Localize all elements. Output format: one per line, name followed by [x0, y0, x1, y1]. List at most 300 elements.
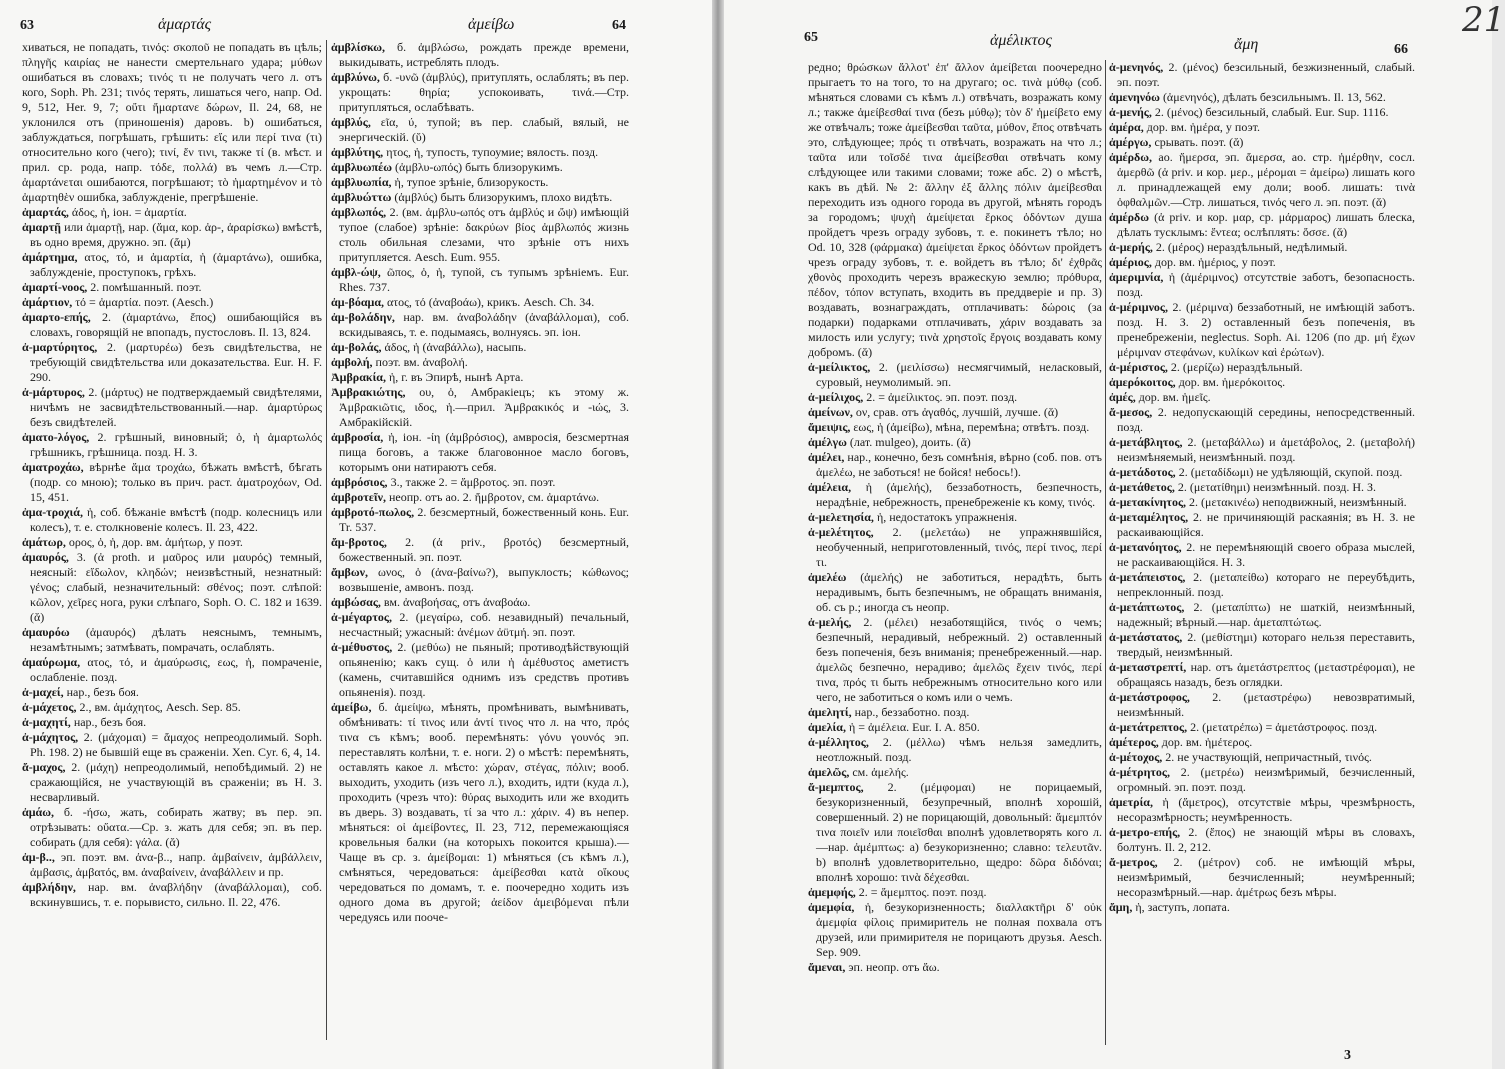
entry-headword: ἀ-μερής,: [1109, 240, 1153, 254]
entry-headword: ἀμέλεια,: [808, 480, 852, 494]
entry-definition: 2. (μετακινέω) неподвижный, неизмѣнный.: [1189, 495, 1407, 509]
dictionary-entry: [808, 435, 1102, 450]
dictionary-entry: [22, 655, 322, 685]
entry-headword: ἀ-μάχετος,: [22, 700, 77, 714]
entry-headword: ἀμαυρός,: [22, 550, 69, 564]
entry-definition: 2. (μεθύω) не пьяный; противодѣйствующій опьяненію; какъ сущ. ὁ или ἡ ἀμέθυστος аметистъ (камень, считавшійся однимъ изъ средствъ противъ опьяненія). позд.: [339, 640, 630, 699]
entry-definition: εως, ἡ (ἀμείβω), мѣна, перемѣна; отвѣтъ. позд.: [853, 420, 1090, 434]
entry-headword: ἁματο-λόγος,: [22, 430, 90, 444]
entry-definition: άδος, ἡ (ἀναβάλλω), насыпь.: [384, 340, 527, 354]
dictionary-entry: [331, 535, 629, 565]
dictionary-entry: [22, 460, 322, 505]
entry-definition: 2. помѣшанный. поэт.: [90, 280, 202, 294]
entry-definition: вѣрнѣе ἅμα τροχάω, бѣжать вмѣстѣ, бѣгать (подр. со мною); только въ прич. раст. ἀματροχόων, Od. 15, 451.: [30, 460, 323, 504]
entry-headword: ἀ-μέτρητος,: [1109, 765, 1170, 779]
dictionary-entry: [1109, 375, 1415, 390]
entry-headword: ἀ-μετανόητος,: [1109, 540, 1182, 554]
entry-definition: 2. (μάχη) непреодолимый, непобѣдимый. 2) не сражающійся, не участвующій въ сраженіи; въ Н. З. несварливый.: [30, 760, 322, 804]
entry-definition: 2. = ἀμείλικτος. эп. поэт. позд.: [866, 390, 1018, 404]
entry-headword: ἁμαρτῇ: [22, 220, 61, 234]
entry-definition: ἡ, безукоризненность; διαλλακτῆρι δ' οὐκ ἀμεμφία φίλοις примиритель не полная похвала отъ друзей, или примирителя не порицаютъ друзья. Aesch. Sep. 909.: [816, 900, 1103, 959]
entry-headword: ἀμβώσας,: [331, 595, 381, 609]
dictionary-entry: [331, 145, 629, 160]
dictionary-entry: [331, 595, 629, 610]
dictionary-entry: [1109, 390, 1415, 405]
entry-headword: ἀμβολή,: [331, 355, 373, 369]
book-gutter: [712, 0, 724, 1069]
entry-headword: ἀμβλίσκω,: [331, 40, 386, 54]
dictionary-entry: [808, 615, 1102, 705]
dictionary-column: [1109, 60, 1415, 915]
dictionary-entry: [1109, 750, 1415, 765]
dictionary-entry: [331, 295, 629, 310]
entry-headword: ἀμελῶς,: [808, 765, 850, 779]
entry-headword: ἀ-μετάστροφος,: [1109, 690, 1190, 704]
entry-headword: ἀ-μετρο-επής,: [1109, 825, 1181, 839]
entry-headword: ἀ-μετάθετος,: [1109, 480, 1175, 494]
page-number: 63: [20, 18, 34, 33]
entry-definition: 2. (μεταδίδωμι) не удѣляющій, скупой. позд.: [1178, 465, 1403, 479]
entry-definition: (ἀμβλυ-ωπός) быть близорукимъ.: [395, 160, 563, 174]
entry-definition: ητος, ἡ, тупость, тупоумие; вялость. позд.: [386, 145, 599, 159]
entry-definition: нар., беззаботно. позд.: [854, 705, 970, 719]
dictionary-entry: [1109, 825, 1415, 855]
entry-definition: (ἀμαυρός) дѣлать неяснымъ, темнымъ, незамѣтнымъ; затмѣвать, помрачать, ослаблять.: [30, 625, 322, 654]
dictionary-entry: [22, 700, 322, 715]
entry-headword: ἀμβλύτης,: [331, 145, 384, 159]
dictionary-entry: [1109, 465, 1415, 480]
entry-definition: 2. недопускающій середины, непосредственный. позд.: [1117, 405, 1416, 434]
dictionary-column: [22, 40, 322, 910]
dictionary-entry: [1109, 495, 1415, 510]
handwritten-number: 21: [1462, 0, 1505, 40]
entry-headword: ἀμέλει,: [808, 450, 845, 464]
dictionary-entry: [808, 510, 1102, 525]
entry-headword: ἄμειψις,: [808, 420, 851, 434]
entry-headword: ἀμαυρόω: [22, 625, 70, 639]
entry-definition: ἡ, соб. бѣжаніе вмѣстѣ (подр. колесницъ или колесъ), т. е. столкновеніе колесъ. Il. 23, 422.: [30, 505, 322, 534]
guide-word: ἄμη: [1234, 36, 1259, 53]
entry-headword: Ἀμβρακία,: [331, 370, 386, 384]
entry-headword: ἀμβλυώττω: [331, 190, 392, 204]
dictionary-entry: [808, 405, 1102, 420]
entry-headword: ἀ-μάρτυρος,: [22, 385, 85, 399]
entry-definition: ἡ (ἄμετρος), отсутствіе мѣры, чрезмѣрность, несоразмѣрность; неумѣренность.: [1117, 795, 1416, 824]
entry-definition: 2. (μάρτυς) не подтверждаемый свидѣтелями, ничѣмъ не засвидѣтельствованный.—нар. ἀμαρτύρως безъ свидѣтелей.: [30, 385, 322, 429]
dictionary-entry: [1109, 405, 1415, 435]
entry-headword: ἀμ-β..,: [22, 850, 55, 864]
dictionary-entry: [1109, 60, 1415, 90]
dictionary-entry: [331, 70, 629, 115]
dictionary-entry: [808, 450, 1102, 480]
dictionary-entry: [331, 175, 629, 190]
entry-definition: (ἀ priv. и кор. μαρ, ср. μάρμαρος) лишать блеска, дѣлать тусклымъ: ἔντεα; ослѣплять: ὄσσε. (ᾰ): [1117, 210, 1416, 239]
dictionary-entry: [22, 220, 322, 250]
entry-definition: дор. вм. ἡμέριος, у поэт.: [1154, 255, 1276, 269]
dictionary-entry: [22, 715, 322, 730]
dictionary-entry: [331, 505, 629, 535]
page-number: 66: [1394, 42, 1408, 57]
entry-definition: б. -υνῶ (ἀμβλύς), притуплять, ослаблять; въ пер. укрощать: θηρία; успокоивать, τινά.—Стр. притупляться, ослабѣвать.: [339, 70, 629, 114]
entry-definition: эп. поэт. вм. ἀνα-β.., напр. ἀμβαίνειν, ἀμβάλλειν, ἀμβασις, ἀμβατός, вм. ἀναβαίνειν, ἀναβάλλειν и пр.: [30, 850, 322, 879]
dictionary-entry: [1109, 255, 1415, 270]
dictionary-entry: [808, 900, 1102, 960]
entry-definition: ἡ, заступъ, лопата.: [1135, 900, 1230, 914]
entry-definition: ἡ, г. въ Эпирѣ, нынѣ Арта.: [389, 370, 524, 384]
dictionary-entry: [808, 885, 1102, 900]
dictionary-entry: [22, 385, 322, 430]
entry-definition: 2. (ἁμαρτάνω, ἔπος) ошибающійся въ словахъ, говорящій не впопадъ, пустословъ. Il. 13, 824.: [30, 310, 323, 339]
dictionary-entry: [1109, 540, 1415, 570]
dictionary-entry: [22, 310, 322, 340]
dictionary-entry: [22, 880, 322, 910]
entry-definition: τό = ἁμαρτία. поэт. (Aesch.): [75, 295, 214, 309]
dictionary-entry: [331, 340, 629, 355]
entry-definition: 2. (μέριμνα) беззаботный, не имѣющій заботъ. позд. Н. З. 2) оставленный безъ попеченія, въ пренебреженіи, neglectus. Soph. Ai. 1206 (по др. μή ἔχων μέριμναν στεφάνων, κυλίκων καὶ ἐρώτων).: [1117, 300, 1415, 359]
entry-definition: 3. (ἀ proth. и μαῦρος или μαυρός) темный, неясный: εἴδωλον, κληδών; неизвѣстный, незнатный: γένος; слабый, незначительный: σθένος; поэт. слѣпой: κῶλον, χεῖρες нога, руки слѣпаго, Soph. O. C. 182 и 1639. (ᾰ): [30, 550, 322, 624]
entry-definition: 2. (μεθίστημι) котораго нельзя переставить, твердый, неизмѣнный.: [1117, 630, 1416, 659]
dictionary-entry: [331, 355, 629, 370]
entry-headword: ἀμβλυωπία,: [331, 175, 392, 189]
dictionary-entry: [331, 265, 629, 295]
entry-headword: ἀ-μελέτητος,: [808, 525, 874, 539]
guide-word: ἀμέλικτος: [990, 32, 1053, 49]
entry-headword: ἁμαρτο-επής,: [22, 310, 91, 324]
dictionary-entry: [1109, 435, 1415, 465]
dictionary-entry: [22, 505, 322, 535]
entry-definition: ἡ, тупое зрѣніе, близорукость.: [394, 175, 549, 189]
entry-headword: ἀ-μάχητος,: [22, 730, 79, 744]
dictionary-entry: [1109, 570, 1415, 600]
entry-headword: ἀ-μετακίνητος,: [1109, 495, 1187, 509]
dictionary-entry: [1109, 135, 1415, 150]
entry-headword: ἀμεριμνία,: [1109, 270, 1164, 284]
entry-headword: ἀ-μετάπειστος,: [1109, 570, 1186, 584]
dictionary-entry: [331, 565, 629, 595]
entry-headword: ἀ-μέτοχος,: [1109, 750, 1163, 764]
entry-definition: дор. вм. ἡμέρα, у поэт.: [1146, 120, 1260, 134]
entry-definition: дор. вм. ἡμέτερος.: [1161, 735, 1253, 749]
entry-definition: поэт. вм. ἀναβολή.: [375, 355, 468, 369]
entry-headword: ἀ-μέθυστος,: [331, 640, 393, 654]
entry-definition: (ἀμβλύς) быть близорукимъ, плохо видѣть.: [394, 190, 613, 204]
entry-headword: Ἀμβρακιώτης,: [331, 385, 406, 399]
entry-definition: ωνος, ὁ (ἀνα-βαίνω?), выпуклость; κώθωνος; возвышеніе, амвонъ. позд.: [339, 565, 630, 594]
dictionary-entry: [331, 385, 629, 430]
dictionary-entry: [22, 340, 322, 385]
dictionary-entry: [1109, 855, 1415, 900]
entry-headword: ἀ-μελετησία,: [808, 510, 874, 524]
dictionary-entry: [1109, 900, 1415, 915]
signature-mark: 3: [1344, 1048, 1351, 1063]
entry-definition: ῶπος, ὁ, ἡ, тупой, съ тупымъ зрѣніемъ. Eur. Rhes. 737.: [339, 265, 629, 294]
entry-definition: 2. (μετρέω) неизмѣримый, безчисленный, огромный. эп. поэт. позд.: [1117, 765, 1415, 794]
dictionary-entry: [1109, 150, 1415, 210]
dictionary-entry: [808, 360, 1102, 390]
entry-definition: ατος, τό, и ἀμαύρωσις, εως, ἡ, помраченіе, ослабленіе. позд.: [30, 655, 323, 684]
entry-headword: ἀ-μετάτρεπτος,: [1109, 720, 1188, 734]
dictionary-entry: [808, 735, 1102, 765]
entry-headword: ἀ-μενής,: [1109, 105, 1152, 119]
entry-headword: ἁμαρτί-νοος,: [22, 280, 88, 294]
entry-definition: ἡ (ἀμελής), беззаботность, безпечность, нерадѣніе, небрежность, пренебреженіе къ кому, τινός.: [816, 480, 1102, 509]
entry-definition: 2. не перемѣняющій своего образа мыслей, не раскаивающійся. Н. З.: [1117, 540, 1416, 569]
dictionary-entry: [22, 250, 322, 280]
entry-definition: 3., также 2. = ἄμβροτος. эп. поэт.: [390, 475, 556, 489]
entry-definition: 2. (μετατρέπω) = ἀμετάστροφος. позд.: [1190, 720, 1378, 734]
entry-headword: ἀ-μετάστατος,: [1109, 630, 1183, 644]
dictionary-entry: [331, 190, 629, 205]
entry-definition: б. ἀμείψω, мѣнять, промѣнивать, вымѣнивать, обмѣнивать: τί τινος или ἀντί τινος что л. на что, πρός τινα съ кѣмъ; вооб. перемѣнять: γόνυ γουνός эп. переставлять колѣни, т. е. ноги. 2) о мѣстѣ: перемѣнять, оставлять какое л. мѣсто: χώραν, στέγας, πόλιν; вооб. выходить, уходить (изъ чего л.), входить, идти (куда л.), проходить (чрезъ что): θύρας выходить или же входить въ дверь. 3) воздавать, τί за что л.: χάριν. 4) въ непер. мѣняться: οἱ ἀμείβοντες, Il. 23, 712, перемежающіяся кровельныя балки (на которыхъ покоится крыша).—Чаще въ ср. з. ἀμείβομαι: 1) мѣняться (съ кѣмъ л.), смѣняться, чередоваться: ἀμείβεσθαι κατὰ οἴκους чередоваться по домамъ, т. е. поочередно ходить изъ одного дома въ другой; ἀείδον ἀμειβόμεναι пѣли чередуясь или пооче-: [339, 700, 629, 924]
entry-definition: 2. (μετατίθημι) неизмѣнный. позд. Н. З.: [1177, 480, 1377, 494]
entry-definition: ἡ, іон. -ίη (ἀμβρόσιος), амвросія, безсмертная пища боговъ, а также благовонное масло боговъ, которымъ они натираютъ себя.: [339, 430, 629, 474]
dictionary-entry: [1109, 630, 1415, 660]
entry-headword: ἀμές,: [1109, 390, 1136, 404]
column-divider: [326, 40, 327, 1040]
entry-definition: или ἁμαρτῇ, нар. (ἅμα, кор. ἀρ-, ἀραρίσκω) вмѣстѣ, въ одно время, дружно. эп. (ἄμ): [30, 220, 322, 249]
entry-definition: ао. ἤμερσα, эп. ἄμερσα, ао. стр. ἠμέρθην, сосл. ἀμερθῶ (ἀ priv. и кор. μερ., μέρομαι = ἀμείρω) лишать кого л. принадлежащей ему доли; вооб. лишать: τινὰ ὀφθαλμῶν.—Стр. лишаться, τινός чего л. эп. поэт. (ᾰ): [1117, 150, 1415, 209]
entry-definition: 2. (μέτρον) соб. не имѣющій мѣры, неизмѣримый, безчисленный; неумѣренный; несоразмѣрный.—нар. ἀμέτρως безъ мѣры.: [1117, 855, 1416, 899]
dictionary-entry: [1109, 660, 1415, 690]
dictionary-entry: [331, 370, 629, 385]
entry-definition: 2. (ἀ priv., βροτός) безсмертный, божественный. эп. поэт.: [339, 535, 629, 564]
dictionary-column: [331, 40, 629, 925]
entry-definition: 2. не причиняющій раскаянія; въ Н. З. не раскаивающійся.: [1117, 510, 1415, 539]
dictionary-entry: [808, 480, 1102, 510]
entry-headword: ἀμεμφία,: [808, 900, 855, 914]
dictionary-entry: [22, 295, 322, 310]
entry-headword: ἀ-μέλλητος,: [808, 735, 869, 749]
entry-headword: ἁμάρτιον,: [22, 295, 73, 309]
guide-word: ἀμείβω: [468, 16, 515, 33]
entry-headword: ἀ-μελής,: [808, 615, 852, 629]
entry-definition: 2. (μεταπείθω) котораго не переубѣдить, непреклонный. позд.: [1117, 570, 1416, 599]
entry-definition: 2. (μεταπίπτω) не шаткій, неизмѣнный, надежный; вѣрный.—нар. ἀμεταπτώτως.: [1117, 600, 1415, 629]
entry-headword: ἀμείβω,: [331, 700, 372, 714]
dictionary-entry: [808, 765, 1102, 780]
entry-headword: ἁμα-τροχιά,: [22, 505, 83, 519]
entry-headword: ἀ-μεταστρεπτί,: [1109, 660, 1187, 674]
dictionary-entry: [1109, 105, 1415, 120]
entry-definition: 2. (μέμφομαι) не порицаемый, безукоризненный, безупречный, вполнѣ хорошій, совершенный. 2) не порицающій, довольный: ἄμεμπτόν τινα ποιεῖν или ποιεῖσθαι вполнѣ удовлетворять кого л.—нар. ἀμέμπτως: а) безукоризненно; славно: τελευτᾶν. b) вполнѣ удовлетворительно, щедро: δῶρα διδόναι; вполнѣ хорошо: τινὰ δέχεσθαι.: [816, 780, 1102, 884]
entry-definition: εῖα, ύ, тупой; въ пер. слабый, вялый, не энергическій. (ῠ): [339, 115, 629, 144]
entry-headword: ἀμέργω,: [1109, 135, 1152, 149]
entry-headword: ἀ-μείλιχος,: [808, 390, 864, 404]
entry-headword: ἀμβροτό-πωλος,: [331, 505, 415, 519]
entry-headword: ἀ-μετάπτωτος,: [1109, 600, 1185, 614]
entry-definition: нар. вм. ἀναβλήδην (ἀναβάλλομαι), соб. вскинувшись, т. е. порывисто, сильно. Il. 22, 476.: [30, 880, 323, 909]
dictionary-entry: [1109, 90, 1415, 105]
entry-definition: 2. (μεγαίρω, соб. незавидный) печальный, несчастный; ужасный: ἀνέμων ἀϋτμή. эп. поэт.: [339, 610, 629, 639]
entry-definition: 2. не участвующій, непричастный, τινός.: [1165, 750, 1372, 764]
entry-definition: 2. (вм. ἀμβλυ-ωπός отъ ἀμβλύς и ὤψ) имѣющій тупое (слабое) зрѣніе: δακρύων βίος ἀμβλωπός жизнь столь обильная слезами, что зрѣніе отъ нихъ притупляется. Aesch. Eum. 955.: [339, 205, 630, 264]
entry-definition: 2. (μέλει) незаботящійся, τινός о чемъ; безпечный, нерадивый, небрежный. 2) оставленный безъ попеченія, безъ вниманія; пренебреженный.—нар. ἀμελῶς безпечно, нерадиво; ἀμελῶς ἔχειν τινός, περί τινα, πρός τι быть небрежнымъ относительно кого или чего, не заботиться о комъ или о чемъ.: [816, 615, 1102, 704]
dictionary-entry: [22, 40, 322, 205]
dictionary-entry: [808, 525, 1102, 570]
entry-headword: ἄμ-βροτος,: [331, 535, 387, 549]
entry-definition: дор. вм. ἡμεῖς.: [1138, 390, 1211, 404]
entry-definition: ἡ (ἀμέριμνος) отсутствіе заботъ, безопасность. позд.: [1117, 270, 1416, 299]
entry-definition: нар. отъ ἀμετάστρεπτος (μεταστρέφομαι), не обращаясь назадъ, безъ оглядки.: [1117, 660, 1415, 689]
dictionary-entry: [22, 730, 322, 760]
entry-definition: см. ἀμελής.: [852, 765, 909, 779]
entry-headword: ἀμαύρωμα,: [22, 655, 81, 669]
entry-definition: 2. (μένος) безсильный, безжизненный, слабый. эп. поэт.: [1117, 60, 1416, 89]
dictionary-entry: [331, 310, 629, 340]
entry-definition: ορος, ὁ, ἡ, дор. вм. ἀμήτωρ, у поэт.: [68, 535, 243, 549]
dictionary-entry: [22, 760, 322, 805]
dictionary-entry: [1109, 210, 1415, 240]
entry-headword: ἀμέρα,: [1109, 120, 1144, 134]
dictionary-entry: [1109, 795, 1415, 825]
dictionary-entry: [808, 720, 1102, 735]
dictionary-entry: [331, 700, 629, 925]
entry-headword: ἀ-μετάδοτος,: [1109, 465, 1176, 479]
entry-headword: ἄ-μετρος,: [1109, 855, 1158, 869]
entry-definition: 2. (μέρος) нераздѣльный, недѣлимый.: [1155, 240, 1348, 254]
dictionary-entry: [22, 205, 322, 220]
entry-definition: ἡ, недостатокъ упражненія.: [876, 510, 1018, 524]
entry-definition: редно; θρώσκων ἄλλοτ' ἐπ' ἄλλον ἀμείβεται поочередно прыгаетъ то на того, то на другаго; ос. τινὰ μύθῳ (соб. мѣняться словами съ кѣмъ л.) отвѣчать, возражать кому л.; также ἀμείβεσθαί τινα (безъ μύθῳ); τὸν δ' ἠμείβετο ему же отвѣчалъ; тоже ἀμείβεσθαι ταῦτα, μύθον, ἔπος отвѣчать это, слѣдующее; πρός τι отвѣчать, возражать на что л.; ταῦτα или τοῖσδέ τινα ἀμείβεσθαι отвѣчать кому слѣдующее или такими словами; тоже абс. 2) о мѣстѣ, какъ въ дѣй. № 2: ἄλλην ἐξ ἄλλης πόλιν ἀμείβεσθαι переходить изъ одного города въ другой, мѣнять городъ за городомъ; ψυχὴ ἀμείψεται ἕρκος ὀδόντων душа пройдетъ чрезъ ограду зубовъ, т. е. покинетъ тѣло; но Od. 10, 328 (φάρμακα) ἀμείψεται ἕρκος ὀδόντων пройдетъ чрезъ ограду зубовъ, т. е. войдетъ въ тѣло; δι' ἐχθρᾶς χθονὸς проходить черезъ вражескую землю; πρόθυρα, πέδον, τόπον вступать, входить въ преддверіе и пр. 3) воздавать, вознаграждать, отплачивать: δώροις (за подарки) подарками отплачивать, χάριν воздавать за милость или услугу; τινὰ χρηστοῖς ἔργοις воздавать кому добромъ. (ᾰ): [808, 60, 1102, 359]
entry-headword: ἀ-μετάβλητος,: [1109, 435, 1183, 449]
dictionary-entry: [808, 420, 1102, 435]
dictionary-entry: [1109, 300, 1415, 360]
entry-headword: ἄμβων,: [331, 565, 368, 579]
entry-headword: ἀμετρία,: [1109, 795, 1153, 809]
entry-headword: ἀμελία,: [808, 720, 846, 734]
dictionary-entry: [22, 625, 322, 655]
entry-definition: ἡ = ἀμέλεια. Eur. I. A. 850.: [848, 720, 980, 734]
entry-headword: ἀ-μαρτύρητος,: [22, 340, 98, 354]
entry-definition: 2. (μένος) безсильный, слабый. Eur. Sup. 1116.: [1154, 105, 1389, 119]
entry-definition: ατος, τό (ἀναβοάω), крикъ. Aesch. Ch. 34.: [387, 295, 595, 309]
dictionary-entry: [331, 40, 629, 70]
entry-headword: ἀμέριος,: [1109, 255, 1152, 269]
entry-headword: ἀ-μείλικτος,: [808, 360, 871, 374]
entry-headword: ἀμβλυωπέω: [331, 160, 393, 174]
dictionary-entry: [22, 685, 322, 700]
entry-headword: ἀ-μεταμέλητος,: [1109, 510, 1189, 524]
dictionary-entry: [22, 550, 322, 625]
entry-definition: неопр. отъ ао. 2. ἤμβροτον, см. ἁμαρτάνω.: [388, 490, 600, 504]
entry-headword: ἀμέρδω,: [1109, 150, 1153, 164]
entry-definition: 2. (μελετάω) не упражнявшійся, необученный, неприготовленный, τινός, περί τινος, περί τι.: [816, 525, 1102, 569]
entry-headword: ἀμεμφής,: [808, 885, 856, 899]
dictionary-entry: [1109, 480, 1415, 495]
entry-headword: ἄ-μεσος,: [1109, 405, 1153, 419]
entry-definition: б. -ήσω, жать, собирать жатву; въ пер. эп. отрѣзывать: οὔατα.—Ср. з. жать для себя; эп. въ пер. собирать (для себя): γάλα. (ᾰ): [30, 805, 323, 849]
entry-definition: срывать. поэт. (ᾰ): [1154, 135, 1244, 149]
entry-definition: 2. безсмертный, божественный конь. Eur. Tr. 537.: [339, 505, 630, 534]
entry-definition: (ἀμενηνός), дѣлать безсильнымъ. Il. 13, 562.: [1162, 90, 1386, 104]
dictionary-entry: [808, 780, 1102, 885]
entry-headword: ἀμβλωπός,: [331, 205, 387, 219]
entry-definition: 2. (ἔπος) не знающій мѣры въ словахъ, болтунъ. Il. 2, 212.: [1117, 825, 1415, 854]
entry-headword: ἄμη,: [1109, 900, 1133, 914]
entry-headword: ἀμερόκοιτος,: [1109, 375, 1176, 389]
dictionary-entry: [1109, 240, 1415, 255]
entry-headword: ἀμάω,: [22, 805, 54, 819]
entry-definition: 2. (μέλλω) чѣмъ нельзя замедлить, неотложный. позд.: [816, 735, 1102, 764]
entry-definition: ον, срав. отъ ἀγαθός, лучшій, лучше. (ᾰ): [855, 405, 1059, 419]
entry-definition: 2. (μεταβάλλω) и ἀμετάβολος, 2. (μεταβολή) неизмѣняемый, неизмѣнный. позд.: [1117, 435, 1415, 464]
dictionary-entry: [331, 115, 629, 145]
dictionary-entry: [331, 205, 629, 265]
dictionary-entry: [22, 805, 322, 850]
column-divider: [1105, 60, 1106, 1045]
entry-definition: 2., вм. ἀμάχητος, Aesch. Sep. 85.: [79, 700, 241, 714]
entry-headword: ἄ-μεμπτος,: [808, 780, 864, 794]
entry-headword: ἀμ-βολάς,: [331, 340, 382, 354]
dictionary-entry: [1109, 120, 1415, 135]
entry-definition: άδος, ἡ, іон. = ἁμαρτία.: [71, 205, 187, 219]
dictionary-entry: [331, 610, 629, 640]
dictionary-entry: [22, 280, 322, 295]
entry-definition: эп. неопр. отъ ἄω.: [848, 960, 940, 974]
dictionary-entry: [1109, 510, 1415, 540]
dictionary-entry: [1109, 600, 1415, 630]
dictionary-entry: [331, 430, 629, 475]
dictionary-entry: [1109, 360, 1415, 375]
dictionary-entry: [1109, 270, 1415, 300]
entry-definition: 2. (μαρτυρέω) безъ свидѣтельства, не требующій свидѣтельства или доказательства. Eur. H. F. 290.: [30, 340, 323, 384]
entry-definition: 2. = ἄμεμπτος. поэт. позд.: [858, 885, 987, 899]
dictionary-entry: [22, 535, 322, 550]
entry-definition: хиваться, не попадать, τινός: σκοποῦ не попадать въ цѣль; πληγῆς καιρίας не нанести смертельнаго удара; μύθων ошибаться въ словахъ; τινός τι не получать чего л. отъ кого, Soph. Ph. 231; τινός терять, лишаться чего, напр. Od. 9, 512, Her. 9, 7; οὔτι ἥμαρτανε δώρων, Il. 24, 68, не уклонился отъ (приношенія) даровъ. b) ошибаться, заблуждаться, погрѣшать, грѣшить: εἴς или περί τινα (τι) относительно кого (чего); τινί, ἔν τινι, также τί (в. мѣст. и прил. ср. рода, напр. τόδε, πολλά) въ чемъ л.—Стр. ἁμαρτάνεται ошибаются, погрѣшают; τὸ ἡμαρτημένον и τὸ ἁμαρτηθὲν ошибка, заблужденіе, прегрѣшеніе.: [22, 40, 322, 204]
dictionary-entry: [1109, 735, 1415, 750]
entry-definition: б. ἀμβλώσω, рождать прежде времени, выкидывать, истреблять плодъ.: [339, 40, 630, 69]
dictionary-entry: [331, 160, 629, 175]
entry-headword: ἀμάτωρ,: [22, 535, 66, 549]
entry-headword: ἀμελητί,: [808, 705, 852, 719]
entry-definition: 2. (μειλίσσω) несмягчимый, неласковый, суровый, неумолимый. эп.: [816, 360, 1102, 389]
entry-definition: 2. (μάχομαι) = ἄμαχος непреодолимый. Soph. Ph. 198. 2) не бывшій еще въ сраженіи. Xen. Cyr. 6, 4, 14.: [30, 730, 322, 759]
entry-headword: ἀμβλήδην,: [22, 880, 76, 894]
dictionary-entry: [331, 490, 629, 505]
page-number: 65: [804, 30, 818, 45]
entry-headword: ἄ-μαχος,: [22, 760, 66, 774]
page-number: 64: [612, 18, 626, 33]
entry-headword: ἀμβλ-ώψ,: [331, 265, 381, 279]
entry-definition: нар. вм. ἀναβολάδην (ἀναβάλλομαι), соб. вскидываясь, т. е. подымаясь, волнуясь. эп. іон.: [339, 310, 629, 339]
entry-headword: ἀμ-βολάδην,: [331, 310, 395, 324]
dictionary-entry: [1109, 765, 1415, 795]
dictionary-column: [808, 60, 1102, 975]
entry-headword: ἀ-μαχητί,: [22, 715, 71, 729]
dictionary-entry: [331, 475, 629, 490]
dictionary-entry: [808, 60, 1102, 360]
entry-definition: (лат. mulgeo), доить. (ᾰ): [849, 435, 971, 449]
dictionary-entry: [808, 390, 1102, 405]
entry-headword: ἄμεναι,: [808, 960, 846, 974]
guide-word: ἁμαρτάς: [158, 16, 212, 33]
entry-headword: ἀμβρόσιος,: [331, 475, 388, 489]
entry-headword: ἀμβροσία,: [331, 430, 384, 444]
entry-definition: вм. ἀναβοήσας, отъ ἀναβοάω.: [383, 595, 531, 609]
entry-headword: ἀ-μέριμνος,: [1109, 300, 1168, 314]
entry-headword: ἁμάρτημα,: [22, 250, 78, 264]
entry-headword: ἀ-μαχεί,: [22, 685, 64, 699]
entry-definition: 2. (μεταστρέφω) невозвратимый, неизмѣнный.: [1117, 690, 1415, 719]
entry-headword: ἀμβροτεῖν,: [331, 490, 386, 504]
entry-headword: ἀμέλγω: [808, 435, 847, 449]
entry-headword: ἀμείνων,: [808, 405, 853, 419]
entry-headword: ἀμβλύς,: [331, 115, 371, 129]
entry-definition: нар., безъ боя.: [66, 685, 139, 699]
entry-headword: ἀμελέω: [808, 570, 847, 584]
entry-definition: дор. вм. ἡμερόκοιτος.: [1178, 375, 1286, 389]
dictionary-entry: [1109, 690, 1415, 720]
